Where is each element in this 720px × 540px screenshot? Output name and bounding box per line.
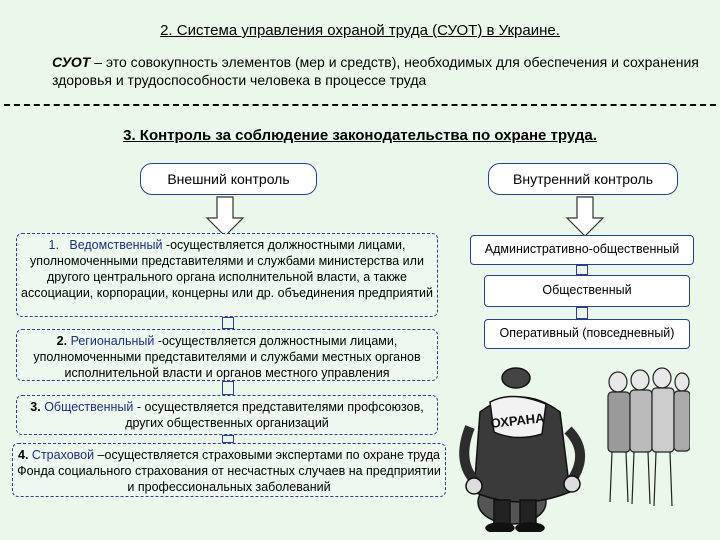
item-text: –осуществляется страховыми экспертами по охране труда Фонда социального страхования от несчастных случаев на предприятии и профессиональных заболеваний [17,448,441,494]
dashed-divider [4,104,716,106]
item-number: 1. [48,238,59,252]
item-text: - осуществляется представителями профсоюзов, других общественных организаций [125,400,424,430]
external-item-departmental [16,233,438,317]
badge-text: ОХРАНА [489,410,546,431]
connector [576,307,588,319]
item-name: Региональный [70,334,155,348]
down-arrow-icon [205,196,245,238]
section-title: 3. Контроль за соблюдение законодательства по охране труда. [123,127,597,144]
internal-item-public: Общественный [484,275,690,307]
connector [222,381,234,395]
page-title: 2. Система управления охраной труда (СУОТ) в Украине. [160,22,560,39]
connector [576,265,588,275]
internal-control-header: Внутренний контроль [488,163,678,195]
external-control-header: Внешний контроль [140,163,317,195]
item-name: Общественный [44,400,134,414]
internal-item-administrative: Административно-общественный [470,235,694,265]
connector [222,317,234,329]
item-number: 2. [56,334,68,348]
connector [222,435,234,443]
item-text: -осуществляется должностными лицами, уполномоченными представителями и службами министерства или другого центрального органа исполнительной власти, а также ассоциации, корпорации, концерны или др. объединения предприятий [21,238,433,300]
definition-text: – это совокупность элементов (мер и средств), необходимых для обеспечения и сохранения здоровья и трудоспособности человека в процессе труда [52,54,699,88]
item-name: Страховой [31,448,95,462]
down-arrow-icon [565,196,605,238]
external-item-public [16,395,438,435]
internal-item-operational: Оперативный (повседневный) [484,319,690,349]
item-number: 4. [18,448,29,462]
external-item-regional [16,329,438,381]
item-name: Ведомственный [69,238,163,252]
item-text: -осуществляется должностными лицами, уполномоченными представителями и службами местных органов исполнительной власти и органов местного управления [33,334,421,380]
definition-term: СУОТ [52,54,91,70]
external-item-insurance [12,443,446,497]
inspector-illustration [450,352,690,532]
definition [52,53,702,89]
item-number: 3. [30,400,41,414]
